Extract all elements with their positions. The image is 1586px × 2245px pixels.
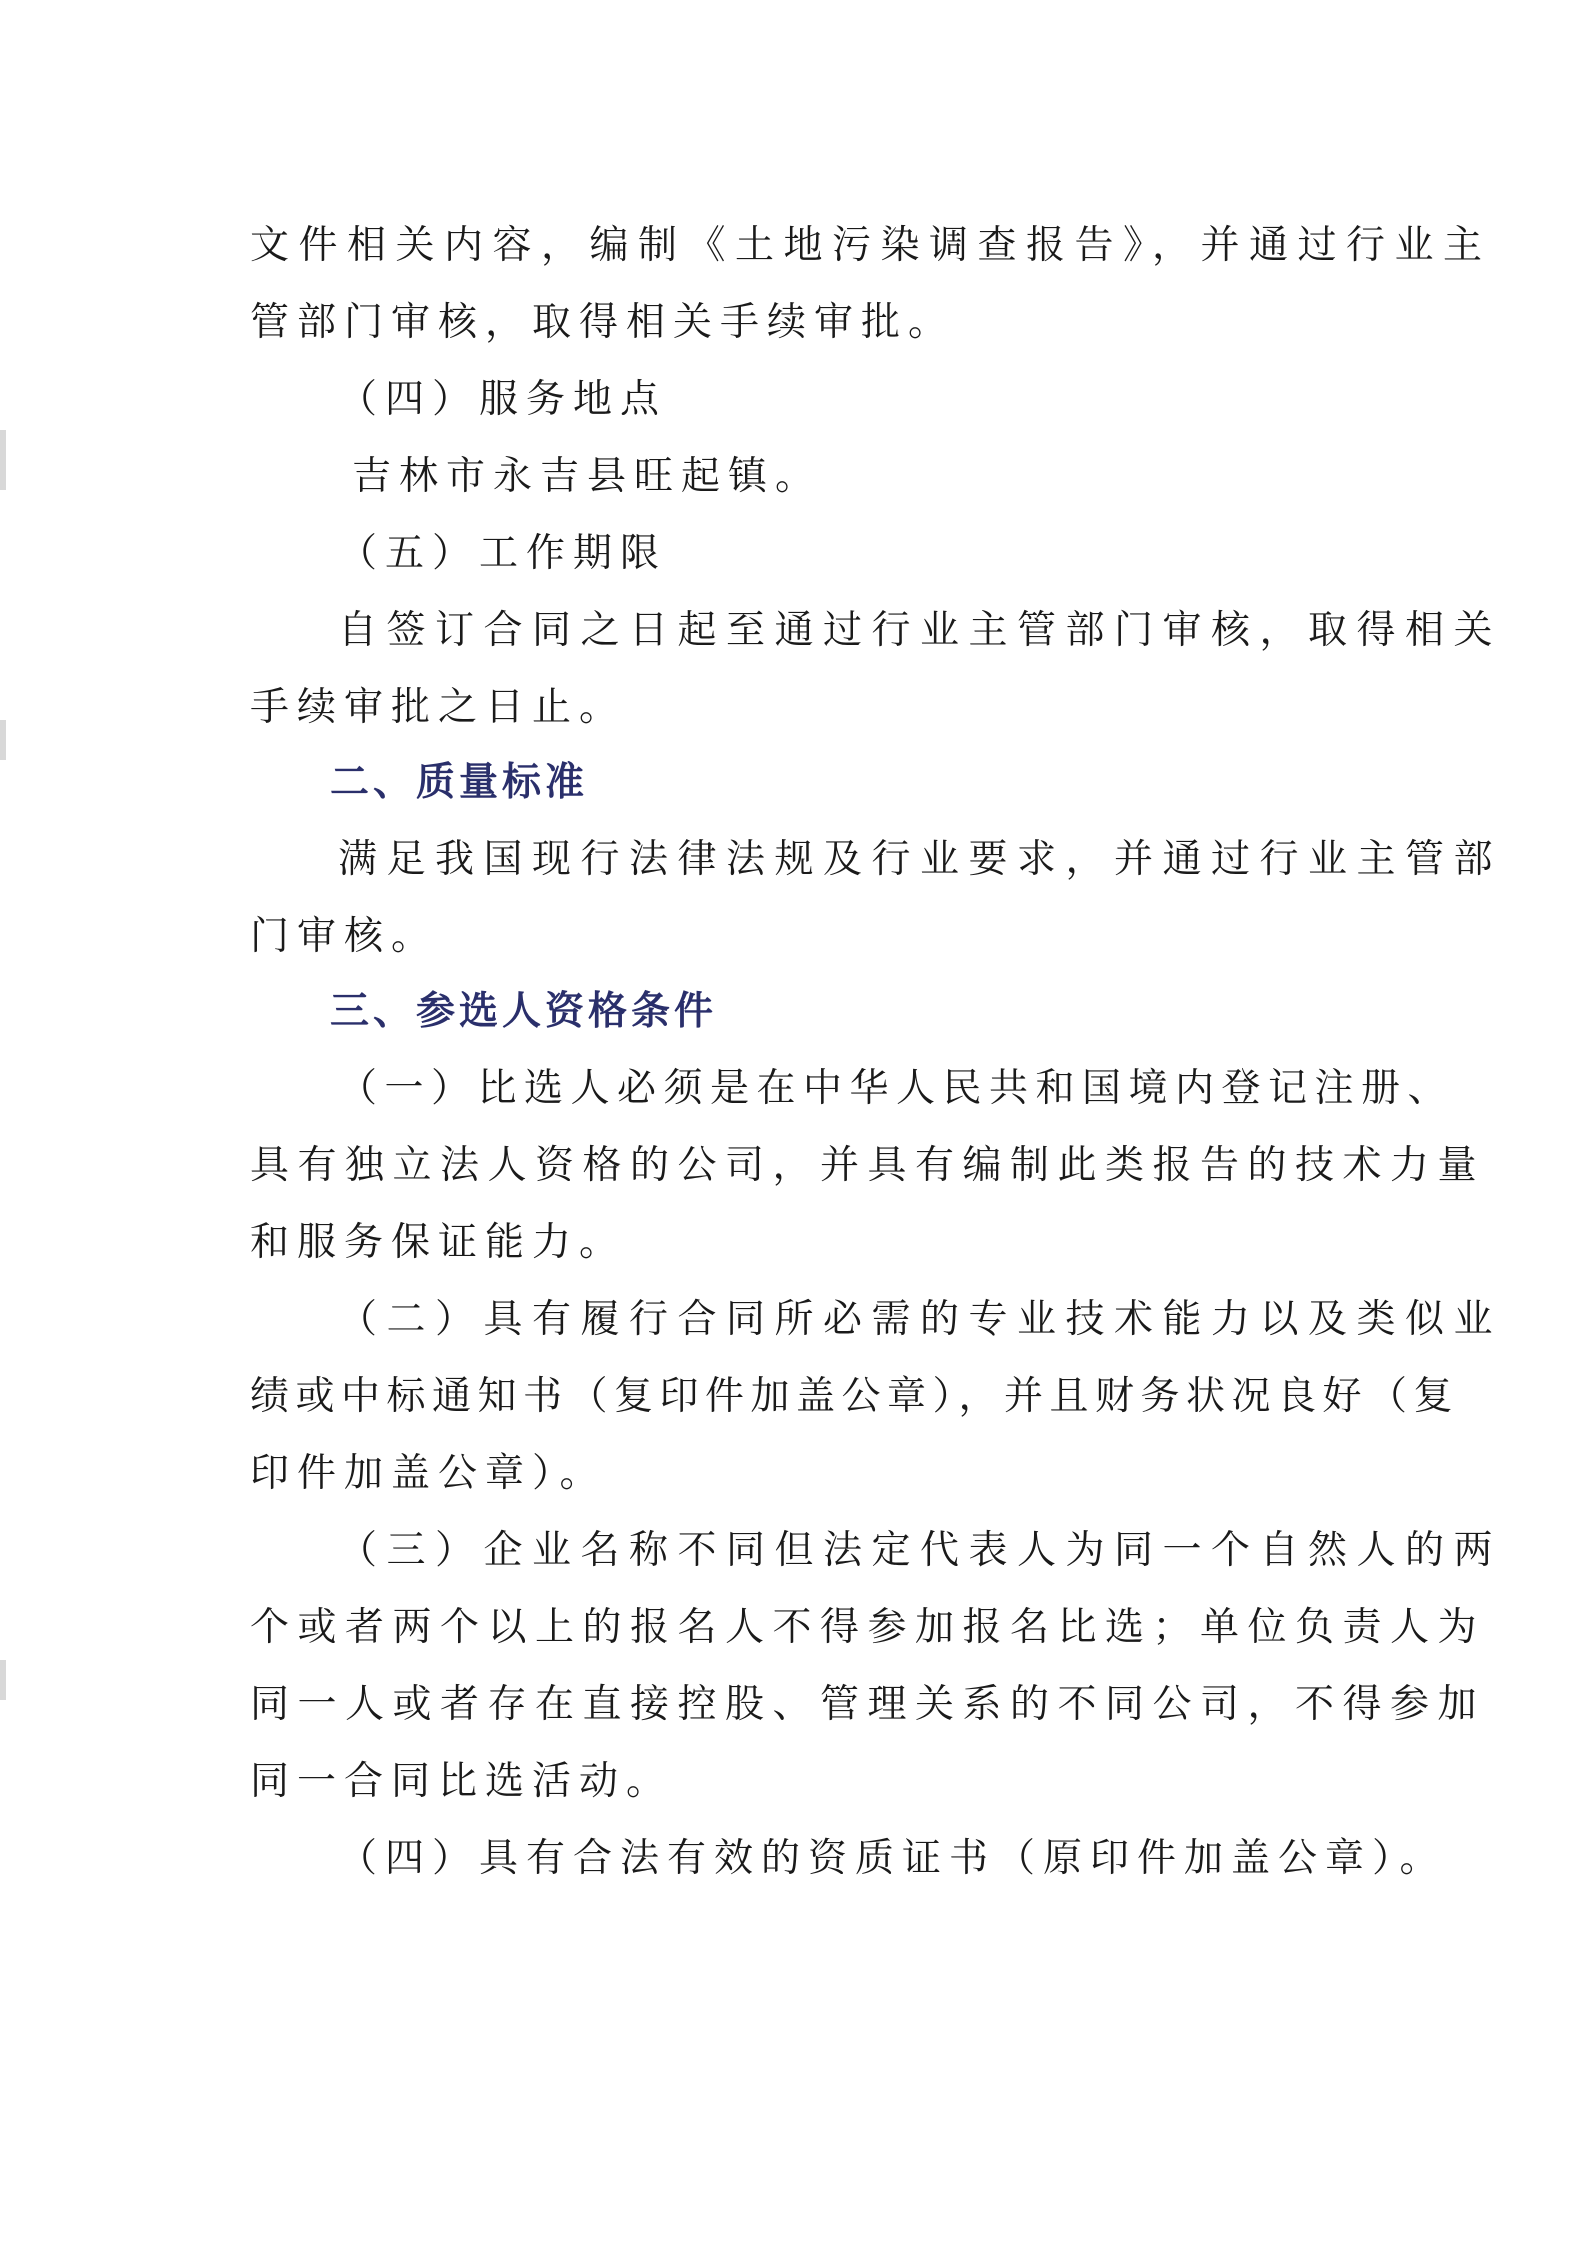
paragraph-line: 手续审批之日止。 (250, 685, 627, 730)
paragraph-line: 吉林市永吉县旺起镇。 (352, 454, 823, 499)
paragraph-line: （二）具有履行合同所必需的专业技术能力以及类似业 (338, 1297, 1503, 1342)
section-heading-quality: 二、质量标准 (330, 760, 589, 805)
paragraph-line: 自签订合同之日起至通过行业主管部门审核，取得相关 (338, 608, 1503, 653)
subsection-title: （五）工作期限 (338, 531, 668, 576)
paragraph-line: 印件加盖公章）。 (250, 1451, 607, 1496)
paragraph-line: 文件相关内容，编制《土地污染调查报告》，并通过行业主 (250, 223, 1492, 268)
paragraph-line: 满足我国现行法律法规及行业要求，并通过行业主管部 (338, 837, 1503, 882)
paragraph-line: 和服务保证能力。 (250, 1220, 627, 1265)
paragraph-line: 门审核。 (250, 914, 439, 959)
subsection-title: （四）服务地点 (338, 377, 668, 422)
paragraph-line: 个或者两个以上的报名人不得参加报名比选；单位负责人为 (250, 1605, 1486, 1650)
scan-edge-mark (0, 1660, 6, 1700)
paragraph-line: 管部门审核，取得相关手续审批。 (250, 300, 956, 345)
paragraph-line: 绩或中标通知书（复印件加盖公章），并且财务状况良好（复 (250, 1374, 1460, 1419)
paragraph-line: 具有独立法人资格的公司，并具有编制此类报告的技术力量 (250, 1143, 1486, 1188)
paragraph-line: （三）企业名称不同但法定代表人为同一个自然人的两 (338, 1528, 1503, 1573)
scan-edge-mark (0, 430, 6, 490)
paragraph-line: （一）比选人必须是在中华人民共和国境内登记注册、 (338, 1066, 1455, 1111)
scan-edge-mark (0, 720, 6, 760)
paragraph-line: 同一人或者存在直接控股、管理关系的不同公司，不得参加 (250, 1682, 1486, 1727)
section-heading-qualification: 三、参选人资格条件 (330, 989, 718, 1034)
paragraph-line: 同一合同比选活动。 (250, 1759, 674, 1804)
paragraph-line: （四）具有合法有效的资质证书（原印件加盖公章）。 (338, 1836, 1447, 1881)
